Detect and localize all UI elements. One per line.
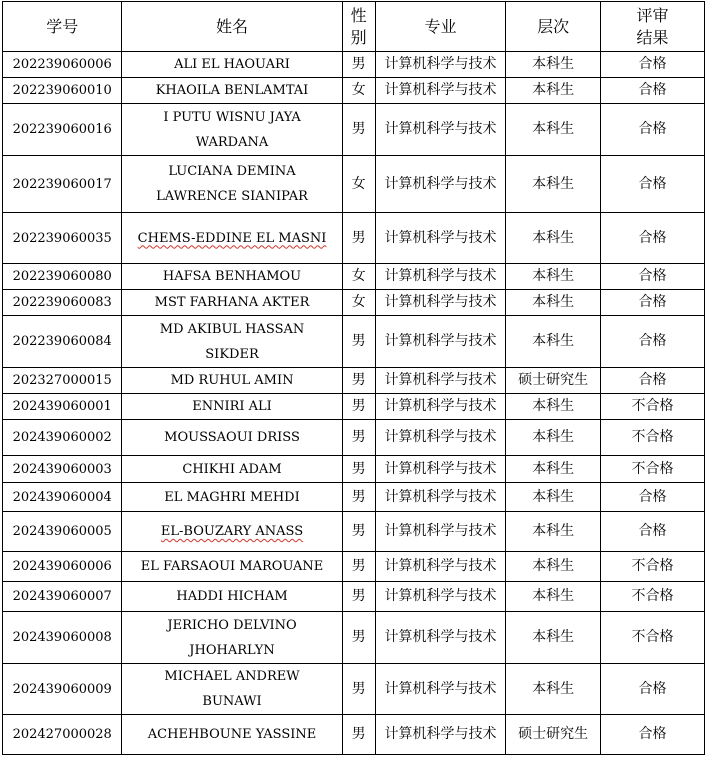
gender-cell: 男 xyxy=(342,456,375,483)
student-id-cell: 202427000028 xyxy=(3,715,122,755)
gender-cell: 男 xyxy=(342,104,375,156)
student-name-line2: JHOHARLYN xyxy=(189,642,275,658)
student-name-line1: JERICHO DELVINO xyxy=(167,617,297,633)
table-row xyxy=(3,368,705,394)
level-cell: 本科生 xyxy=(506,612,601,664)
result-cell: 不合格 xyxy=(601,420,705,456)
table-row xyxy=(3,213,705,264)
result-cell: 合格 xyxy=(601,316,705,368)
table-row xyxy=(3,715,705,755)
level-cell: 本科生 xyxy=(506,512,601,552)
student-name-cell xyxy=(122,664,342,715)
gender-cell: 女 xyxy=(342,264,375,290)
header-result-line2: 结果 xyxy=(636,27,669,47)
table-row xyxy=(3,664,705,715)
major-cell: 计算机科学与技术 xyxy=(375,512,506,552)
student-id-cell: 202239060084 xyxy=(3,316,122,368)
gender-cell: 女 xyxy=(342,290,375,316)
major-cell: 计算机科学与技术 xyxy=(375,290,506,316)
result-cell: 不合格 xyxy=(601,394,705,420)
table-row xyxy=(3,264,705,290)
student-name-line1: MD AKIBUL HASSAN xyxy=(159,321,305,337)
major-cell: 计算机科学与技术 xyxy=(375,582,506,612)
student-name-cell xyxy=(122,612,342,664)
student-name-line1: ALI EL HAOUARI xyxy=(174,57,290,72)
student-name-cell xyxy=(122,290,342,316)
student-name-cell xyxy=(122,715,342,755)
result-cell: 不合格 xyxy=(601,456,705,483)
gender-cell: 男 xyxy=(342,612,375,664)
gender-cell: 男 xyxy=(342,368,375,394)
table-row xyxy=(3,394,705,420)
major-cell: 计算机科学与技术 xyxy=(375,52,506,78)
gender-cell: 男 xyxy=(342,483,375,512)
student-name-cell xyxy=(122,420,342,456)
student-id-cell: 202439060005 xyxy=(3,512,122,552)
student-name-cell xyxy=(122,104,342,156)
result-cell: 合格 xyxy=(601,156,705,213)
student-id-cell: 202239060017 xyxy=(3,156,122,213)
student-name-line1: HADDI HICHAM xyxy=(176,589,288,604)
header-result-line1: 评审 xyxy=(636,5,669,25)
table-row xyxy=(3,420,705,456)
header-result xyxy=(601,2,705,52)
level-cell: 本科生 xyxy=(506,316,601,368)
table-row xyxy=(3,104,705,156)
major-cell: 计算机科学与技术 xyxy=(375,394,506,420)
result-cell: 合格 xyxy=(601,368,705,394)
table-row xyxy=(3,483,705,512)
level-cell: 本科生 xyxy=(506,664,601,715)
gender-cell: 女 xyxy=(342,78,375,104)
gender-cell: 男 xyxy=(342,316,375,368)
table-row xyxy=(3,612,705,664)
major-cell: 计算机科学与技术 xyxy=(375,456,506,483)
student-name-cell xyxy=(122,582,342,612)
student-name-line2: LAWRENCE SIANIPAR xyxy=(156,189,308,204)
level-cell: 本科生 xyxy=(506,156,601,213)
gender-cell: 男 xyxy=(342,582,375,612)
major-cell: 计算机科学与技术 xyxy=(375,612,506,664)
major-cell: 计算机科学与技术 xyxy=(375,104,506,156)
result-cell: 不合格 xyxy=(601,582,705,612)
result-cell: 合格 xyxy=(601,715,705,755)
student-id-cell: 202239060035 xyxy=(3,213,122,264)
student-name-line1: CHIKHI ADAM xyxy=(182,461,282,477)
gender-cell: 女 xyxy=(342,156,375,213)
student-name-cell xyxy=(122,552,342,582)
student-review-table xyxy=(2,1,705,755)
student-name-cell xyxy=(122,156,342,213)
student-name-cell xyxy=(122,213,342,264)
level-cell: 硕士研究生 xyxy=(506,368,601,394)
result-cell: 合格 xyxy=(601,104,705,156)
table-row xyxy=(3,456,705,483)
level-cell: 本科生 xyxy=(506,264,601,290)
level-cell: 本科生 xyxy=(506,552,601,582)
major-cell: 计算机科学与技术 xyxy=(375,213,506,264)
student-name-cell xyxy=(122,78,342,104)
major-cell: 计算机科学与技术 xyxy=(375,483,506,512)
table-row xyxy=(3,512,705,552)
result-cell: 不合格 xyxy=(601,612,705,664)
student-id-cell: 202439060007 xyxy=(3,582,122,612)
student-name-line1: LUCIANA DEMINA xyxy=(168,164,296,179)
gender-cell: 男 xyxy=(342,420,375,456)
student-name-line2: SIKDER xyxy=(205,346,259,362)
header-gender-line2: 别 xyxy=(350,27,367,47)
student-name-line1: EL MAGHRI MEHDI xyxy=(164,489,300,505)
result-cell: 合格 xyxy=(601,78,705,104)
student-name-cell xyxy=(122,52,342,78)
student-id-cell: 202327000015 xyxy=(3,368,122,394)
gender-cell: 男 xyxy=(342,213,375,264)
student-name-line1: I PUTU WISNU JAYA xyxy=(163,109,301,125)
header-gender xyxy=(342,2,375,52)
major-cell: 计算机科学与技术 xyxy=(375,552,506,582)
result-cell: 合格 xyxy=(601,512,705,552)
student-name-line2: BUNAWI xyxy=(202,694,262,709)
table-body xyxy=(3,52,705,755)
student-name-line1: ENNIRI ALI xyxy=(192,399,272,414)
gender-cell: 男 xyxy=(342,715,375,755)
student-id-cell: 202439060002 xyxy=(3,420,122,456)
result-cell: 不合格 xyxy=(601,552,705,582)
student-id-cell: 202439060009 xyxy=(3,664,122,715)
level-cell: 硕士研究生 xyxy=(506,715,601,755)
table-row xyxy=(3,78,705,104)
result-cell: 合格 xyxy=(601,213,705,264)
table-row xyxy=(3,552,705,582)
result-cell: 合格 xyxy=(601,264,705,290)
student-id-cell: 202239060083 xyxy=(3,290,122,316)
student-name-cell xyxy=(122,512,342,552)
major-cell: 计算机科学与技术 xyxy=(375,156,506,213)
level-cell: 本科生 xyxy=(506,213,601,264)
header-gender-line1: 性 xyxy=(350,5,367,25)
student-name-line1: KHAOILA BENLAMTAI xyxy=(155,83,309,98)
header-id: 学号 xyxy=(3,2,122,52)
gender-cell: 男 xyxy=(342,512,375,552)
student-name-cell xyxy=(122,368,342,394)
major-cell: 计算机科学与技术 xyxy=(375,316,506,368)
gender-cell: 男 xyxy=(342,552,375,582)
student-id-cell: 202439060001 xyxy=(3,394,122,420)
result-cell: 合格 xyxy=(601,290,705,316)
student-name-line1: ACHEHBOUNE YASSINE xyxy=(147,727,317,742)
major-cell: 计算机科学与技术 xyxy=(375,368,506,394)
student-id-cell: 202439060004 xyxy=(3,483,122,512)
major-cell: 计算机科学与技术 xyxy=(375,264,506,290)
level-cell: 本科生 xyxy=(506,52,601,78)
level-cell: 本科生 xyxy=(506,582,601,612)
level-cell: 本科生 xyxy=(506,420,601,456)
table-row xyxy=(3,316,705,368)
student-name-line1: MICHAEL ANDREW xyxy=(164,669,300,684)
student-name-line1: MD RUHUL AMIN xyxy=(170,373,294,388)
major-cell: 计算机科学与技术 xyxy=(375,664,506,715)
table-row xyxy=(3,290,705,316)
header-name: 姓名 xyxy=(122,2,342,52)
level-cell: 本科生 xyxy=(506,78,601,104)
major-cell: 计算机科学与技术 xyxy=(375,420,506,456)
student-id-cell: 202439060006 xyxy=(3,552,122,582)
student-name-cell xyxy=(122,394,342,420)
student-name-line1: MST FARHANA AKTER xyxy=(154,295,310,310)
student-id-cell: 202439060003 xyxy=(3,456,122,483)
student-name-line1: MOUSSAOUI DRISS xyxy=(164,430,300,445)
student-name-cell xyxy=(122,456,342,483)
student-name-line1: HAFSA BENHAMOU xyxy=(162,269,302,284)
student-id-cell: 202239060010 xyxy=(3,78,122,104)
table-row xyxy=(3,52,705,78)
student-id-cell: 202439060008 xyxy=(3,612,122,664)
student-name-line1: EL FARSAOUI MAROUANE xyxy=(140,559,324,574)
level-cell: 本科生 xyxy=(506,290,601,316)
level-cell: 本科生 xyxy=(506,104,601,156)
table-row xyxy=(3,582,705,612)
header-major: 专业 xyxy=(375,2,506,52)
major-cell: 计算机科学与技术 xyxy=(375,78,506,104)
student-id-cell: 202239060080 xyxy=(3,264,122,290)
gender-cell: 男 xyxy=(342,394,375,420)
header-level: 层次 xyxy=(506,2,601,52)
student-name-line1: CHEMS-EDDINE EL MASNI xyxy=(137,230,327,246)
result-cell: 合格 xyxy=(601,483,705,512)
student-name-line2: WARDANA xyxy=(195,134,269,150)
table-row xyxy=(3,156,705,213)
gender-cell: 男 xyxy=(342,664,375,715)
student-id-cell: 202239060016 xyxy=(3,104,122,156)
result-cell: 合格 xyxy=(601,664,705,715)
result-cell: 合格 xyxy=(601,52,705,78)
student-name-cell xyxy=(122,264,342,290)
major-cell: 计算机科学与技术 xyxy=(375,715,506,755)
student-name-cell xyxy=(122,483,342,512)
student-id-cell: 202239060006 xyxy=(3,52,122,78)
level-cell: 本科生 xyxy=(506,394,601,420)
header-row xyxy=(3,2,705,52)
student-name-line1: EL-BOUZARY ANASS xyxy=(160,524,304,539)
level-cell: 本科生 xyxy=(506,456,601,483)
gender-cell: 男 xyxy=(342,52,375,78)
level-cell: 本科生 xyxy=(506,483,601,512)
student-name-cell xyxy=(122,316,342,368)
